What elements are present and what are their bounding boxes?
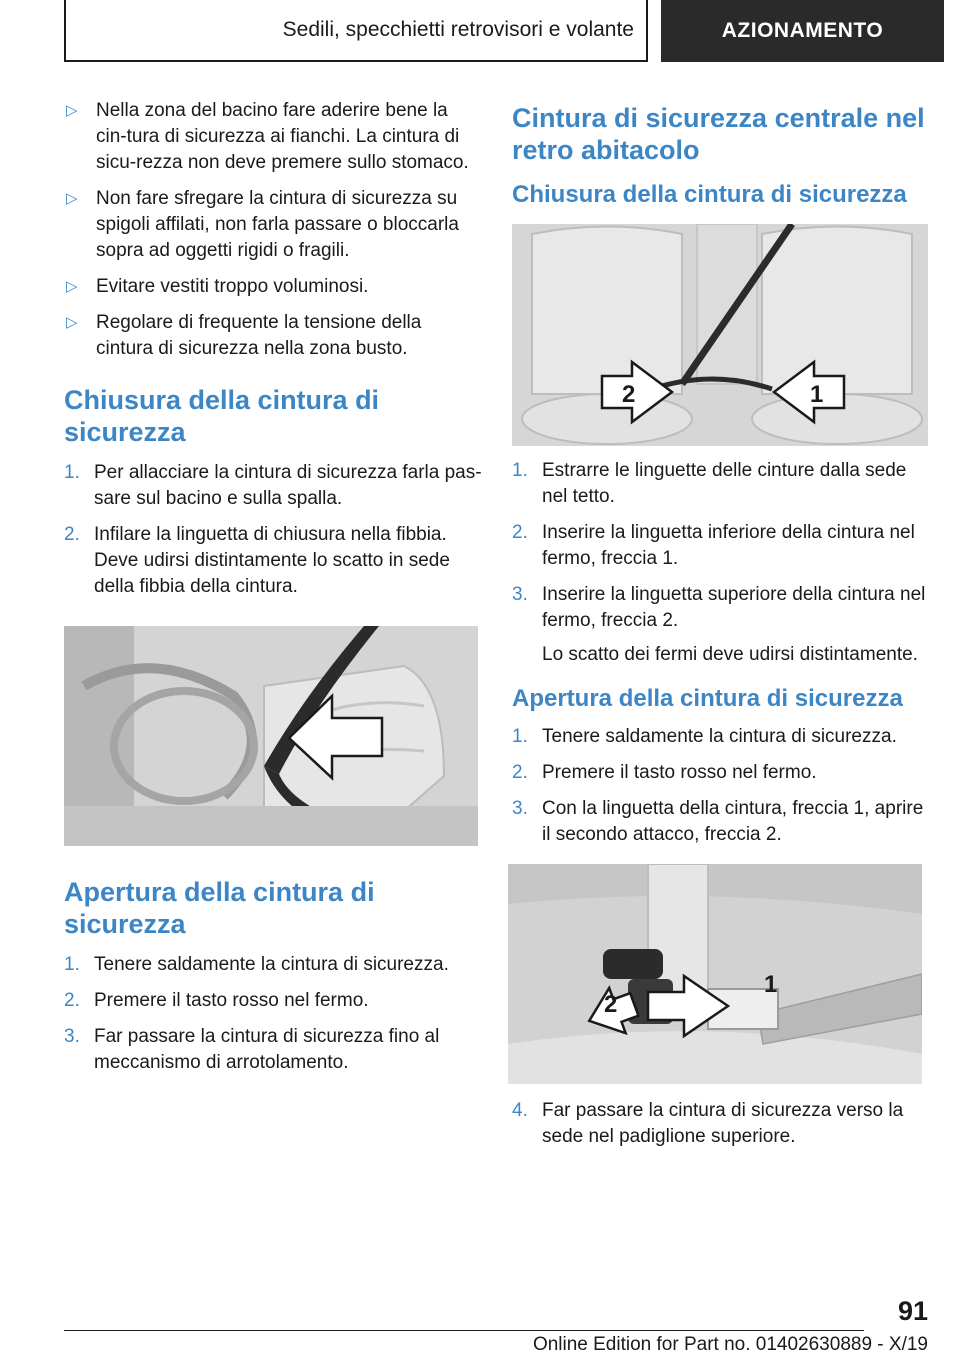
step-text: Tenere saldamente la cintura di sicurezza.	[542, 726, 897, 747]
step-text: Per allacciare la cintura di sicurezza farla pas-sare sul bacino e sulla spalla.	[94, 462, 482, 509]
list-item	[64, 274, 482, 300]
figure-front-seatbelt	[64, 626, 478, 846]
list-item	[64, 98, 482, 176]
step-text: Estrarre le linguette delle cinture dalla sede nel tetto.	[542, 460, 907, 507]
step-text: Infilare la linguetta di chiusura nella fibbia. Deve udirsi distintamente lo scatto in sede della fibbia della cintura.	[94, 524, 450, 597]
figure-rear-opening	[508, 864, 922, 1084]
header-chapter-title: AZIONAMENTO	[721, 19, 884, 42]
list-item	[512, 520, 928, 572]
step-number: 2.	[512, 522, 528, 543]
step-number: 2.	[512, 762, 528, 783]
arrow-label-1: 1	[764, 971, 778, 998]
footer-divider	[64, 1330, 864, 1331]
list-item	[64, 1024, 482, 1076]
step-number: 4.	[512, 1100, 528, 1121]
right-column	[512, 98, 928, 1160]
step-text: Con la linguetta della cintura, freccia 1, aprire il secondo attacco, freccia 2.	[542, 798, 924, 845]
list-item	[64, 310, 482, 362]
step-number: 1.	[512, 460, 528, 481]
left-column	[64, 98, 482, 1086]
list-item	[64, 988, 482, 1014]
step-number: 2.	[64, 524, 80, 545]
list-item	[512, 458, 928, 510]
list-item	[64, 952, 482, 978]
list-item	[64, 186, 482, 264]
arrow-label-2: 2	[622, 381, 636, 408]
page-number: 91	[897, 1296, 928, 1326]
step-number: 1.	[512, 726, 528, 747]
rear-buckle-illustration	[508, 864, 922, 1084]
list-item	[512, 1098, 928, 1150]
step-text: Inserire la linguetta inferiore della cintura nel fermo, freccia 1.	[542, 522, 915, 569]
list-item	[64, 460, 482, 512]
subsection-heading-fastening: Chiusura della cintura di sicurezza	[512, 181, 907, 208]
header-section-box	[64, 0, 648, 62]
triangle-bullet-icon: ▷	[66, 314, 78, 331]
section-heading-fastening: Chiusura della cintura di sicurezza	[64, 385, 380, 447]
arrow-label-1: 1	[810, 381, 824, 408]
rear-seats-illustration	[512, 224, 928, 446]
step-text: Tenere saldamente la cintura di sicurezza.	[94, 954, 449, 975]
step-text: Inserire la linguetta superiore della cintura nel fermo, freccia 2.	[542, 584, 926, 631]
step-text: Far passare la cintura di sicurezza verso la sede nel padiglione superiore.	[542, 1100, 904, 1147]
step-text: Premere il tasto rosso nel fermo.	[94, 990, 369, 1011]
step-number: 3.	[64, 1026, 80, 1047]
bullet-text: Regolare di frequente la tensione della cintura di sicurezza nella zona busto.	[96, 312, 422, 359]
step-number: 2.	[64, 990, 80, 1011]
bullet-text: Nella zona del bacino fare aderire bene la cin-tura di sicurezza ai fianchi. La cintura di sicu-rezza non deve premere sullo stomaco.	[96, 100, 469, 173]
list-item	[512, 760, 928, 786]
section-heading-opening: Apertura della cintura di sicurezza	[64, 877, 375, 939]
step-text: Premere il tasto rosso nel fermo.	[542, 762, 817, 783]
step-note: Lo scatto dei fermi deve udirsi distintamente.	[542, 644, 918, 665]
step-number: 1.	[64, 954, 80, 975]
list-item	[512, 582, 928, 634]
bullet-text: Non fare sfregare la cintura di sicurezza su spigoli affilati, non farla passare o bloccarla sopra ad oggetti rigidi o fragili.	[96, 188, 459, 261]
bullet-text: Evitare vestiti troppo voluminosi.	[96, 276, 369, 297]
arrow-label-2: 2	[604, 991, 618, 1018]
step-number: 3.	[512, 584, 528, 605]
step-text: Far passare la cintura di sicurezza fino al meccanismo di arrotolamento.	[94, 1026, 440, 1073]
header-section-title: Sedili, specchietti retrovisori e volante	[282, 18, 634, 41]
step-number: 1.	[64, 462, 80, 483]
figure-rear-fastening	[512, 224, 928, 446]
triangle-bullet-icon: ▷	[66, 190, 78, 207]
subsection-heading-opening: Apertura della cintura di sicurezza	[512, 685, 903, 712]
footer-edition: Online Edition for Part no. 01402630889 - X/19	[532, 1334, 928, 1355]
front-seat-illustration	[64, 626, 478, 846]
list-item	[64, 522, 482, 600]
triangle-bullet-icon: ▷	[66, 102, 78, 119]
list-item	[512, 796, 928, 848]
triangle-bullet-icon: ▷	[66, 278, 78, 295]
header-chapter-tab	[661, 0, 944, 62]
step-number: 3.	[512, 798, 528, 819]
section-heading-rear-center: Cintura di sicurezza centrale nel retro abitacolo	[512, 103, 925, 165]
list-item	[512, 724, 928, 750]
